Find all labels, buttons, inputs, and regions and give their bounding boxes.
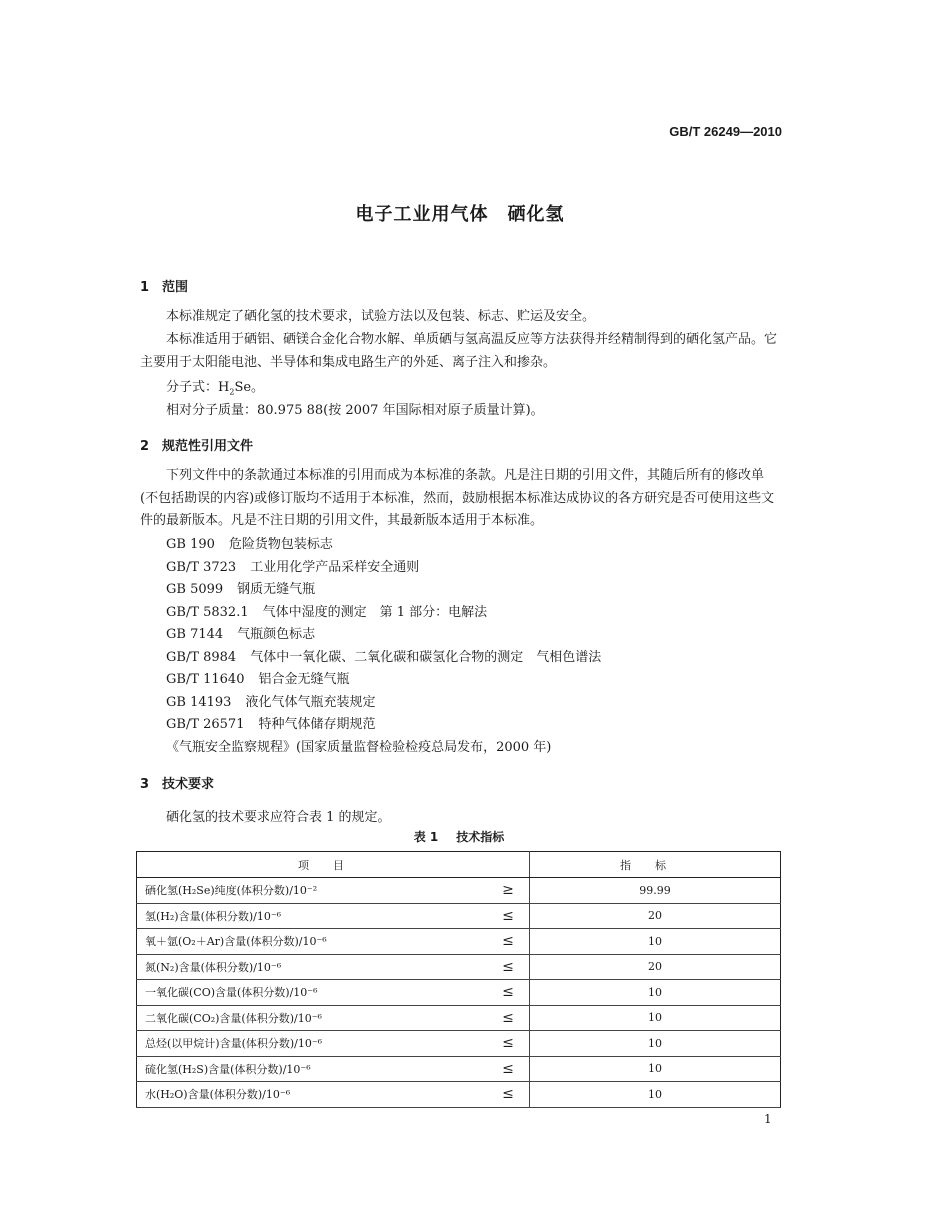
row-operator: ≤ — [487, 1005, 530, 1031]
row-item: 氧＋氩(O₂＋Ar)含量(体积分数)/10⁻⁶ — [137, 929, 488, 955]
reference-title: 工业用化学产品采样安全通则 — [250, 559, 420, 575]
row-item: 氮(N₂)含量(体积分数)/10⁻⁶ — [137, 954, 488, 980]
page-title: 电子工业用气体 硒化氢 — [355, 204, 565, 225]
reference-code: GB 190 — [166, 537, 215, 552]
section-number: 2 — [140, 439, 150, 454]
reference-code: GB/T 3723 — [166, 559, 237, 575]
section-title: 技术要求 — [162, 777, 215, 792]
row-item: 总烃(以甲烷计)含量(体积分数)/10⁻⁶ — [137, 1031, 488, 1057]
reference-code: GB 14193 — [166, 694, 232, 710]
column-header-value: 指标 — [530, 852, 781, 878]
reference-item — [166, 692, 601, 715]
row-item: 硫化氢(H₂S)含量(体积分数)/10⁻⁶ — [137, 1056, 488, 1082]
table-header-row — [137, 852, 781, 878]
row-value: 10 — [530, 1082, 781, 1108]
reference-item — [166, 579, 601, 602]
table-title: 技术指标 — [456, 830, 505, 844]
row-operator: ≤ — [487, 980, 530, 1006]
row-operator: ≤ — [487, 1056, 530, 1082]
reference-code: GB 5099 — [166, 582, 224, 597]
reference-title: 《气瓶安全监察规程》(国家质量监督检验检疫总局发布，2000 年) — [166, 739, 552, 755]
row-value: 10 — [530, 1031, 781, 1057]
table-row — [137, 903, 781, 929]
section-3-heading — [140, 773, 214, 792]
section-2-heading — [140, 435, 253, 454]
row-value: 20 — [530, 954, 781, 980]
row-item: 氢(H₂)含量(体积分数)/10⁻⁶ — [137, 903, 488, 929]
formula-tail: Se。 — [234, 380, 265, 395]
section-title: 规范性引用文件 — [162, 439, 254, 454]
table-row — [137, 929, 781, 955]
table-row — [137, 1056, 781, 1082]
page-number: 1 — [764, 1112, 772, 1126]
row-value: 10 — [530, 1056, 781, 1082]
reference-item — [166, 557, 601, 580]
row-value: 99.99 — [530, 878, 781, 904]
spec-table — [136, 851, 781, 1108]
section-title: 范围 — [162, 280, 189, 295]
row-operator: ≥ — [487, 878, 530, 904]
table-row — [137, 1082, 781, 1108]
reference-title: 特种气体储存期规范 — [258, 717, 376, 732]
column-header-item: 项目 — [137, 852, 530, 878]
reference-code: GB 7144 — [166, 627, 224, 642]
section-number: 3 — [140, 777, 150, 792]
row-operator: ≤ — [487, 1082, 530, 1108]
table-number: 表 1 — [413, 830, 439, 844]
row-operator: ≤ — [487, 929, 530, 955]
reference-title: 气体中湿度的测定 第 1 部分：电解法 — [262, 604, 488, 620]
reference-list — [166, 534, 601, 759]
reference-item — [166, 737, 601, 760]
standard-code: GB/T 26249—2010 — [669, 124, 782, 139]
reference-title: 气瓶颜色标志 — [237, 627, 316, 642]
reference-title: 液化气体气瓶充装规定 — [245, 694, 376, 710]
section-2-intro: 下列文件中的条款通过本标准的引用而成为本标准的条款。凡是注日期的引用文件，其随后所有的修改单(不包括勘误的内容)或修订版均不适用于本标准，然而，鼓励根据本标准达成协议的各方研究是否可使用这些文件的最新版本。凡是不注日期的引用文件，其最新版本适用于本标准。 — [140, 468, 775, 528]
formula-subscript: 2 — [229, 387, 235, 397]
reference-title: 气体中一氧化碳、二氧化碳和碳氢化合物的测定 气相色谱法 — [250, 649, 602, 665]
row-value: 10 — [530, 980, 781, 1006]
section-1-paragraph-2: 本标准适用于硒铝、硒镁合金化合物水解、单质硒与氢高温反应等方法获得并经精制得到的硒化氢产品。它主要用于太阳能电池、半导体和集成电路生产的外延、离子注入和掺杂。 — [140, 332, 778, 370]
row-value: 20 — [530, 903, 781, 929]
reference-item — [166, 534, 601, 557]
reference-code: GB/T 5832.1 — [166, 604, 249, 620]
reference-title: 危险货物包装标志 — [228, 537, 333, 552]
row-value: 10 — [530, 929, 781, 955]
reference-code: GB/T 11640 — [166, 672, 245, 687]
table-row — [137, 1031, 781, 1057]
formula-label: 分子式： — [166, 380, 219, 395]
reference-item — [166, 714, 601, 737]
row-item: 二氧化碳(CO₂)含量(体积分数)/10⁻⁶ — [137, 1005, 488, 1031]
reference-title: 铝合金无缝气瓶 — [258, 672, 350, 687]
row-item: 一氧化碳(CO)含量(体积分数)/10⁻⁶ — [137, 980, 488, 1006]
row-operator: ≤ — [487, 903, 530, 929]
molecular-formula — [166, 376, 264, 395]
reference-item — [166, 669, 601, 692]
row-operator: ≤ — [487, 954, 530, 980]
table-caption — [0, 828, 918, 845]
reference-title: 钢质无缝气瓶 — [237, 582, 316, 597]
reference-code: GB/T 8984 — [166, 649, 237, 665]
table-row — [137, 980, 781, 1006]
row-operator: ≤ — [487, 1031, 530, 1057]
table-row — [137, 878, 781, 904]
reference-item — [166, 624, 601, 647]
formula-element: H — [218, 380, 230, 395]
reference-item — [166, 602, 601, 625]
reference-code: GB/T 26571 — [166, 717, 245, 732]
section-number: 1 — [140, 280, 150, 295]
section-1-paragraph-1: 本标准规定了硒化氢的技术要求，试验方法以及包装、标志、贮运及安全。 — [166, 309, 596, 324]
section-1-heading — [140, 276, 188, 295]
row-item: 硒化氢(H₂Se)纯度(体积分数)/10⁻² — [137, 878, 488, 904]
row-item: 水(H₂O)含量(体积分数)/10⁻⁶ — [137, 1082, 488, 1108]
molecular-mass: 相对分子质量：80.975 88(按 2007 年国际相对原子质量计算)。 — [166, 403, 544, 418]
reference-item — [166, 647, 601, 670]
row-value: 10 — [530, 1005, 781, 1031]
table-row — [137, 1005, 781, 1031]
section-3-text: 硒化氢的技术要求应符合表 1 的规定。 — [166, 810, 391, 825]
table-row — [137, 954, 781, 980]
